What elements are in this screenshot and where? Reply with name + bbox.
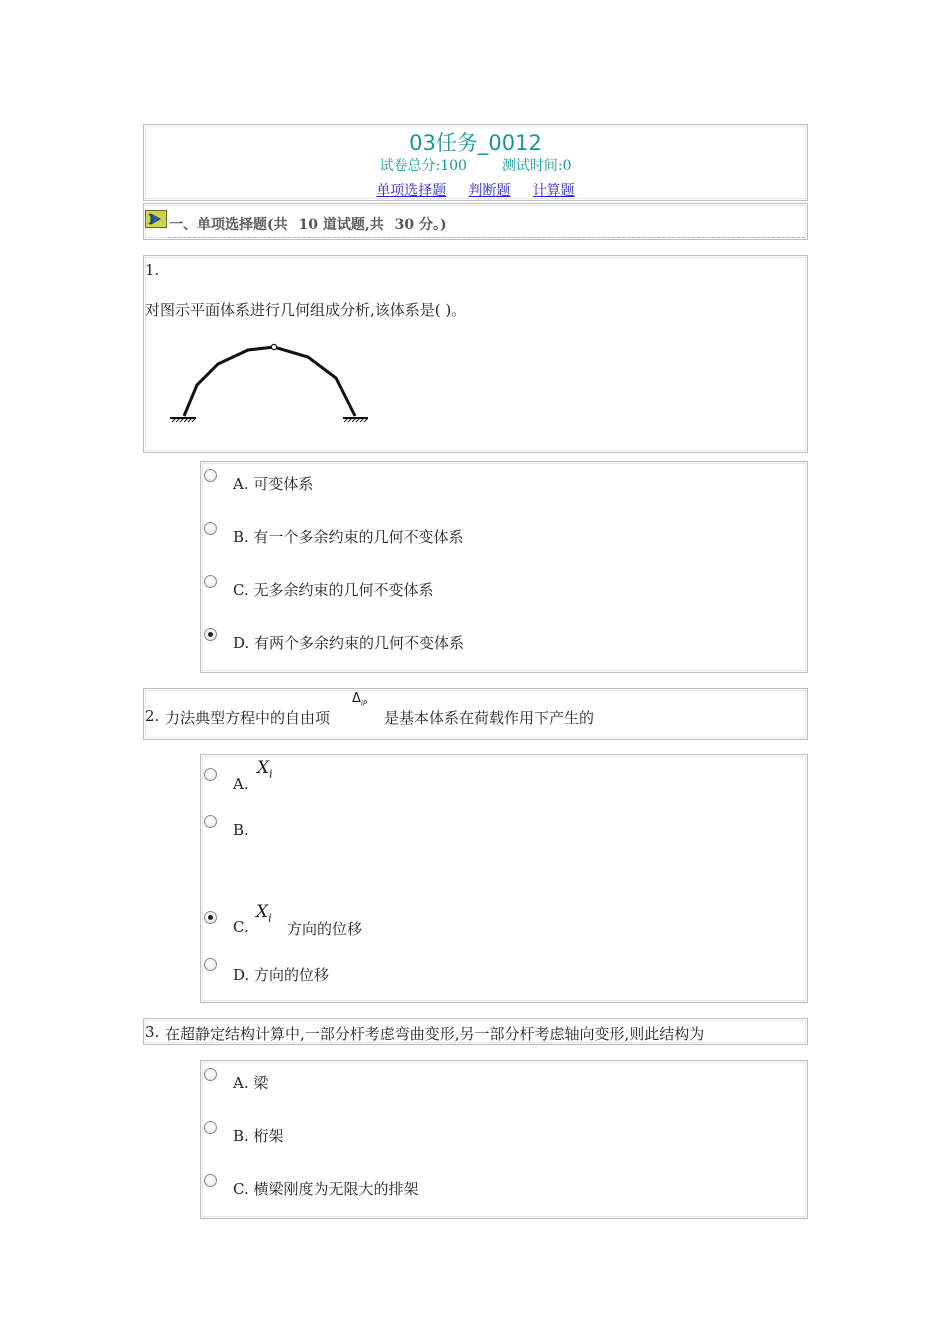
question-3-number: 3. [145, 1023, 160, 1041]
section-title-mid: 道试题,共 [322, 217, 384, 233]
question-2-number: 2. [145, 707, 160, 725]
link-calculation[interactable]: 计算题 [532, 183, 575, 199]
delta-symbol: Δ [352, 691, 361, 706]
option-2b-radio[interactable] [204, 815, 217, 828]
question-1 [143, 255, 808, 453]
i-subscript-a: i [269, 767, 273, 781]
question-2 [143, 688, 808, 740]
option-3b-label: B. 桁架 [233, 1127, 284, 1145]
link-single-choice[interactable]: 单项选择题 [376, 183, 447, 199]
option-1c-radio[interactable] [204, 575, 217, 588]
question-2-options [200, 754, 808, 1003]
option-3b-radio[interactable] [204, 1121, 217, 1134]
x-symbol-a: X [257, 758, 270, 778]
i-subscript-c: i [268, 911, 272, 925]
option-1a-radio[interactable] [204, 469, 217, 482]
question-1-text: 对图示平面体系进行几何组成分析,该体系是( )。 [145, 301, 467, 319]
option-2c-radio[interactable] [204, 911, 217, 924]
option-3c-radio[interactable] [204, 1174, 217, 1187]
option-2b-label: B. [233, 821, 249, 839]
pencil-icon [145, 210, 167, 228]
option-3a-radio[interactable] [204, 1068, 217, 1081]
option-1d-radio[interactable] [204, 628, 217, 641]
total-score-value: 100 [440, 158, 467, 174]
section-dashed-line [168, 237, 805, 238]
question-3 [143, 1018, 808, 1045]
arch-structure-diagram [158, 340, 368, 430]
section-score: 30 [394, 217, 415, 233]
question-1-number: 1. [145, 261, 160, 279]
delta-ip-symbol [352, 691, 367, 708]
option-2d-radio[interactable] [204, 958, 217, 971]
x-i-symbol-a [257, 758, 273, 780]
link-true-false[interactable]: 判断题 [468, 183, 511, 199]
section-links [144, 180, 807, 200]
section-count: 10 [298, 217, 318, 233]
option-3a-label: A. 梁 [233, 1074, 269, 1092]
section-title [169, 214, 447, 234]
exam-title: 03任务_0012 [409, 131, 542, 155]
test-time-value: 0 [562, 158, 572, 174]
exam-meta [144, 155, 807, 175]
question-3-options [200, 1060, 808, 1219]
option-2c-suffix: 方向的位移 [287, 920, 363, 938]
total-score-label: 试卷总分: [379, 158, 441, 174]
option-1b-radio[interactable] [204, 522, 217, 535]
option-2a-radio[interactable] [204, 768, 217, 781]
option-1a-label: A. 可变体系 [233, 475, 314, 493]
option-1d-label: D. 有两个多余约束的几何不变体系 [233, 634, 465, 652]
option-2c-label: C. [233, 918, 249, 936]
x-symbol-c: X [256, 902, 269, 922]
option-2d-label: D. 方向的位移 [233, 966, 330, 984]
question-1-options [200, 461, 808, 673]
test-time-label: 测试时间: [501, 158, 563, 174]
option-3c-label: C. 横梁刚度为无限大的排架 [233, 1180, 419, 1198]
option-1c-label: C. 无多余约束的几何不变体系 [233, 581, 434, 599]
question-2-text-after: 是基本体系在荷载作用下产生的 [384, 709, 595, 727]
exam-header [143, 124, 808, 201]
question-3-text: 在超静定结构计算中,一部分杆考虑弯曲变形,另一部分杆考虑轴向变形,则此结构为 [165, 1025, 705, 1043]
option-1b-label: B. 有一个多余约束的几何不变体系 [233, 528, 464, 546]
section-header [143, 203, 808, 240]
option-2a-label: A. [233, 775, 249, 793]
question-2-text-before: 力法典型方程中的自由项 [165, 709, 331, 727]
section-title-text: 一、单项选择题(共 [169, 217, 288, 233]
section-title-tail: 分。) [418, 217, 447, 233]
delta-subscript: iP [360, 699, 368, 708]
x-i-symbol-c [256, 902, 272, 924]
